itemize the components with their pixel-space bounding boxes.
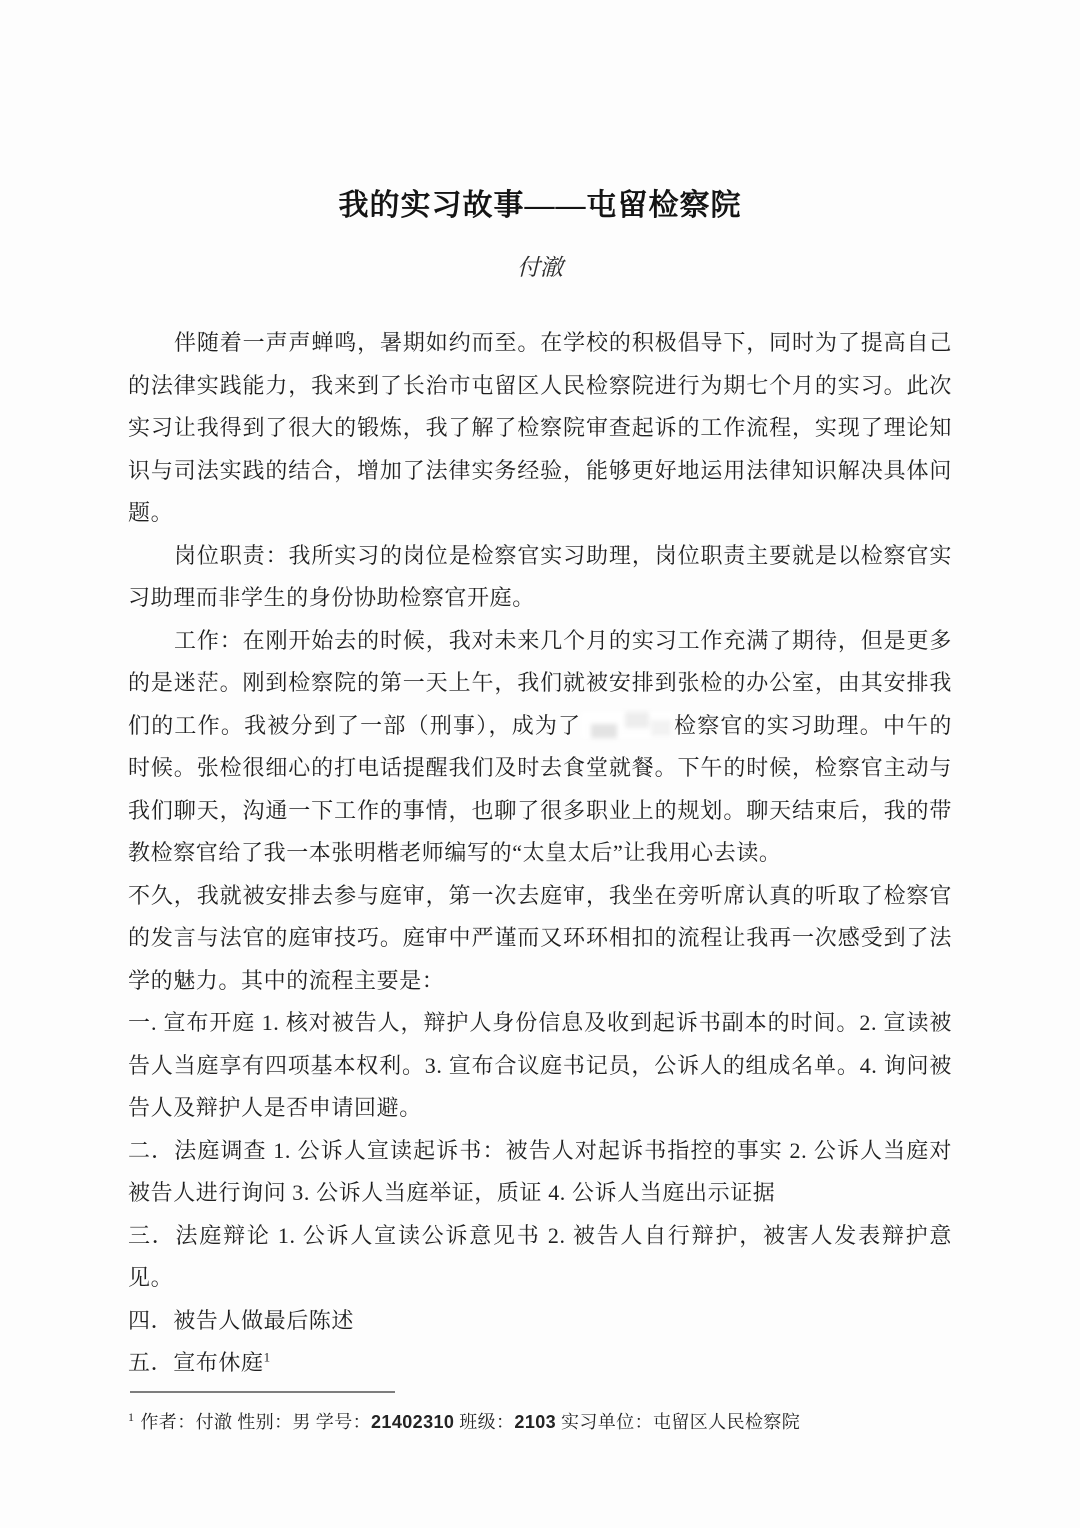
footnote-reference-superscript: 1	[263, 1349, 271, 1365]
footnote-marker: 1	[128, 1409, 135, 1424]
footnote-separator-line	[130, 1391, 395, 1393]
footnote-class-number: 2103	[514, 1411, 557, 1432]
redacted-name-blur	[581, 712, 673, 738]
footnote-student-id: 21402310	[371, 1411, 455, 1432]
list-item-3: 三．法庭辩论 1. 公诉人宣读公诉意见书 2. 被告人自行辩护，被害人发表辩护意见。	[128, 1222, 952, 1290]
footnote-unit-segment: 实习单位：屯留区人民检察院	[556, 1411, 801, 1432]
paragraph-duties: 岗位职责：我所实习的岗位是检察官实习助理，岗位职责主要就是以检察官实习助理而非学生的身份协助检察官开庭。	[128, 542, 952, 610]
list-item-5	[128, 1342, 952, 1385]
document-author: 付澈	[517, 255, 563, 280]
footnote	[128, 1404, 952, 1436]
list-item-5-text: 五．宣布休庭	[128, 1350, 264, 1375]
paragraph-work-after-redaction: 检察官的实习助理。中午的时候。张检很细心的打电话提醒我们及时去食堂就餐。下午的时候，检察官主动与我们聊天，沟通一下工作的事情，也聊了很多职业上的规划。聊天结束后，我的带教检察官给了我一本张明楷老师编写的“太皇太后”让我用心去读。	[128, 712, 952, 865]
document-body	[128, 322, 952, 1385]
footnote-class-segment: 班级：	[454, 1411, 515, 1432]
paragraph-trial: 不久，我就被安排去参与庭审，第一次去庭审，我坐在旁听席认真的听取了检察官的发言与法官的庭审技巧。庭审中严谨而又环环相扣的流程让我再一次感受到了法学的魅力。其中的流程主要是：	[128, 882, 952, 993]
footnote-author-segment: 作者：付澈 性别：男 学号：	[140, 1411, 372, 1432]
list-item-4: 四．被告人做最后陈述	[128, 1307, 355, 1333]
paragraph-intro: 伴随着一声声蝉鸣，暑期如约而至。在学校的积极倡导下，同时为了提高自己的法律实践能力，我来到了长治市屯留区人民检察院进行为期七个月的实习。此次实习让我得到了很大的锻炼，我了解了检察院审查起诉的工作流程，实现了理论知识与司法实践的结合，增加了法律实务经验，能够更好地运用法律知识解决具体问题。	[128, 330, 952, 525]
list-item-1: 一. 宣布开庭 1. 核对被告人，辩护人身份信息及收到起诉书副本的时间。2. 宣读被告人当庭享有四项基本权利。3. 宣布合议庭书记员，公诉人的组成名单。4. 询问被告人及辩护人是否申请回避。	[128, 1010, 952, 1120]
paragraph-work-before-redaction: 工作：在刚开始去的时候，我对未来几个月的实习工作充满了期待，但是更多的是迷茫。刚到检察院的第一天上午，我们就被安排到张检的办公室，由其安排我们的工作。我被分到了一部（刑事），成为了	[128, 627, 952, 738]
document-title: 我的实习故事——屯留检察院	[338, 189, 742, 222]
list-item-2: 二．法庭调查 1. 公诉人宣读起诉书：被告人对起诉书指控的事实 2. 公诉人当庭对被告人进行询问 3. 公诉人当庭举证，质证 4. 公诉人当庭出示证据	[128, 1137, 952, 1205]
paragraph-work	[128, 620, 952, 875]
